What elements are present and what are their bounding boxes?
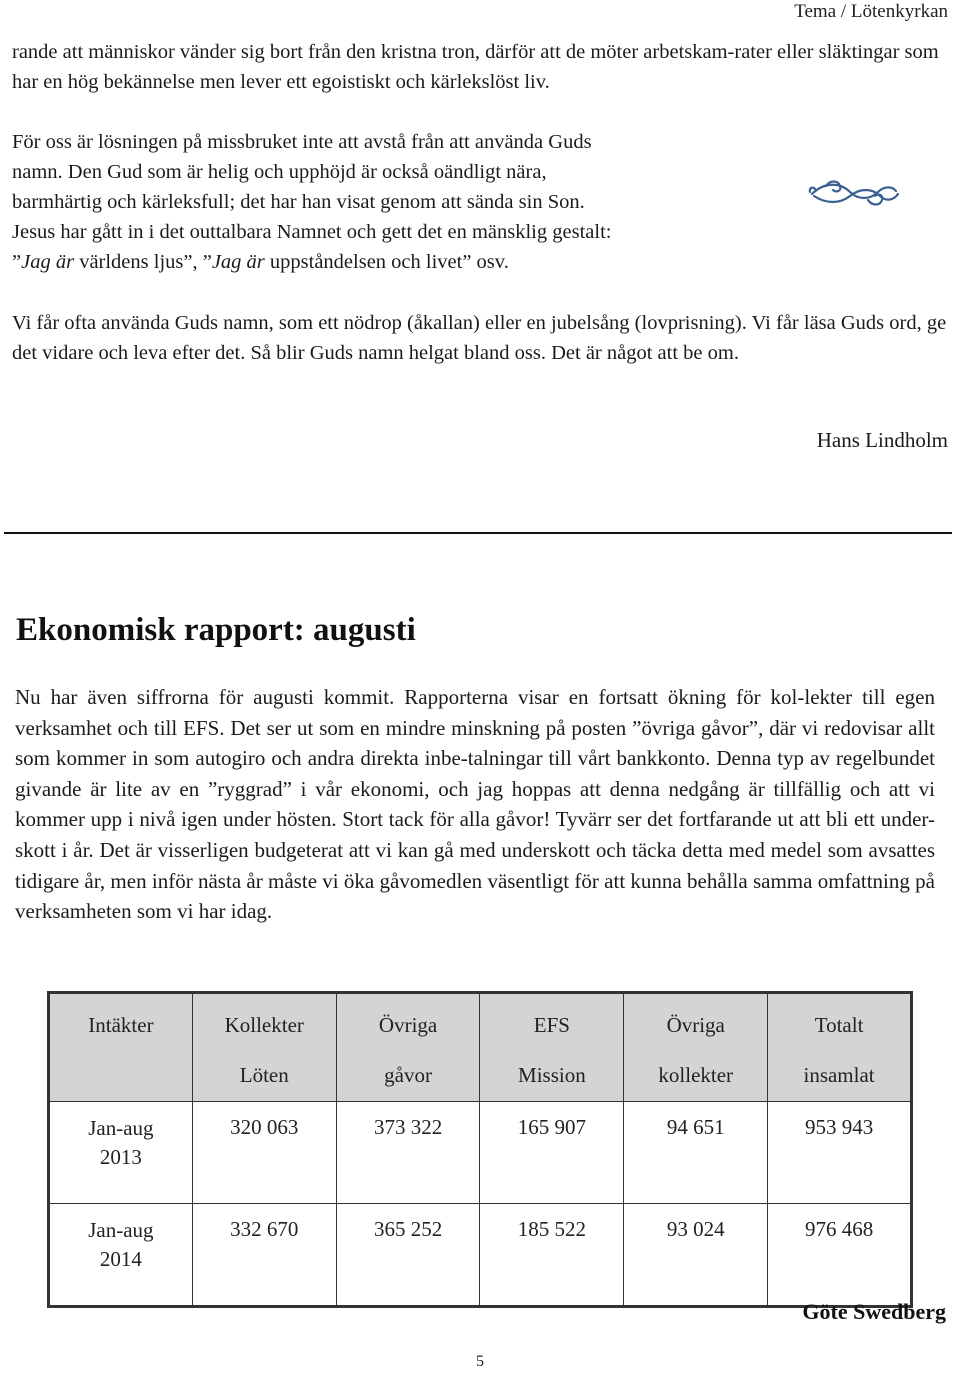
value-cell: 976 468 — [768, 1204, 912, 1307]
article-author: Hans Lindholm — [816, 428, 948, 452]
column-header: Intäkter — [49, 993, 193, 1102]
article-paragraph-1: rande att människor vänder sig bort från den kristna tron, därför att de möter arbetskam-rater eller släktingar som har en hög bekännelse men lever ett egoistiskt och kärlekslöst liv. — [12, 41, 939, 93]
report-body: Nu har även siffrorna för augusti kommit. Rapporterna visar en fortsatt ökning för kol-lekter till egen verksamhet och till EFS. Det ser ut som en mindre minskning på posten ”övriga gåvor”, där vi redovisar allt som kommer in som autogiro och andra direkta inbe-talningar till vårt bankkonto. Denna typ av regelbundet givande är lite av en ”ryggrad” i vår ekonomi, och jag hoppas att denna nedgång är tillfällig och att vi kommer upp i nivå igen under hösten. Stort tack för alla gåvor! Tyvärr ser det fortfarande ut att bli ett under-skott i år. Det är visserligen budgeterat att vi kan gå med underskott och täcka detta med medel som avsattes tidigare år, men inför nästa år måste vi öka gåvomedlen väsentligt för att kunna behålla samma omfattning på verksamheten som vi har idag. — [15, 685, 935, 924]
article-line: För oss är lösningen på missbruket inte att avstå från att använda Guds — [12, 131, 592, 153]
period-cell: Jan-aug 2014 — [49, 1204, 193, 1307]
quote-text: uppståndelsen och livet” osv. — [264, 251, 509, 273]
value-cell: 93 024 — [624, 1204, 768, 1307]
column-header: Övriga kollekter — [624, 993, 768, 1102]
finance-table — [47, 991, 913, 1308]
article-line: namn. Den Gud som är helig och upphöjd är också oändligt nära, — [12, 161, 547, 183]
section-divider — [4, 532, 952, 534]
table-row — [49, 1204, 912, 1307]
article-line: barmhärtig och kärleksfull; det har han visat genom att sända sin Son. — [12, 191, 585, 213]
article-line-quote — [12, 247, 792, 277]
report-title: Ekonomisk rapport: augusti — [16, 612, 416, 648]
report-author: Göte Swedberg — [802, 1299, 946, 1324]
article-line: Jesus har gått in i det outtalbara Namnet och gett det en mänsklig gestalt: — [12, 221, 612, 243]
column-header: Kollekter Löten — [192, 993, 336, 1102]
value-cell: 320 063 — [192, 1102, 336, 1204]
article-paragraph-2 — [12, 127, 792, 277]
flourish-ornament-icon — [806, 172, 902, 212]
column-header: Övriga gåvor — [336, 993, 480, 1102]
value-cell: 953 943 — [768, 1102, 912, 1204]
quote-text: världens ljus”, ” — [74, 251, 212, 273]
column-header: EFS Mission — [480, 993, 624, 1102]
value-cell: 94 651 — [624, 1102, 768, 1204]
article-paragraph-3: Vi får ofta använda Guds namn, som ett nödrop (åkallan) eller en jubelsång (lovprisning). Vi får läsa Guds ord, ge det vidare och leva efter det. Så blir Guds namn helgat bland oss. Det är något att be om. — [12, 312, 947, 364]
table-header-row — [49, 993, 912, 1102]
page-number: 5 — [476, 1353, 484, 1370]
column-header: Totalt insamlat — [768, 993, 912, 1102]
running-header: Tema / Lötenkyrkan — [794, 1, 948, 22]
value-cell: 165 907 — [480, 1102, 624, 1204]
quote-mark: ” — [12, 251, 22, 273]
value-cell: 332 670 — [192, 1204, 336, 1307]
emphasis: Jag är — [211, 251, 265, 273]
emphasis: Jag är — [21, 251, 75, 273]
table-row — [49, 1102, 912, 1204]
period-cell: Jan-aug 2013 — [49, 1102, 193, 1204]
value-cell: 185 522 — [480, 1204, 624, 1307]
value-cell: 365 252 — [336, 1204, 480, 1307]
value-cell: 373 322 — [336, 1102, 480, 1204]
